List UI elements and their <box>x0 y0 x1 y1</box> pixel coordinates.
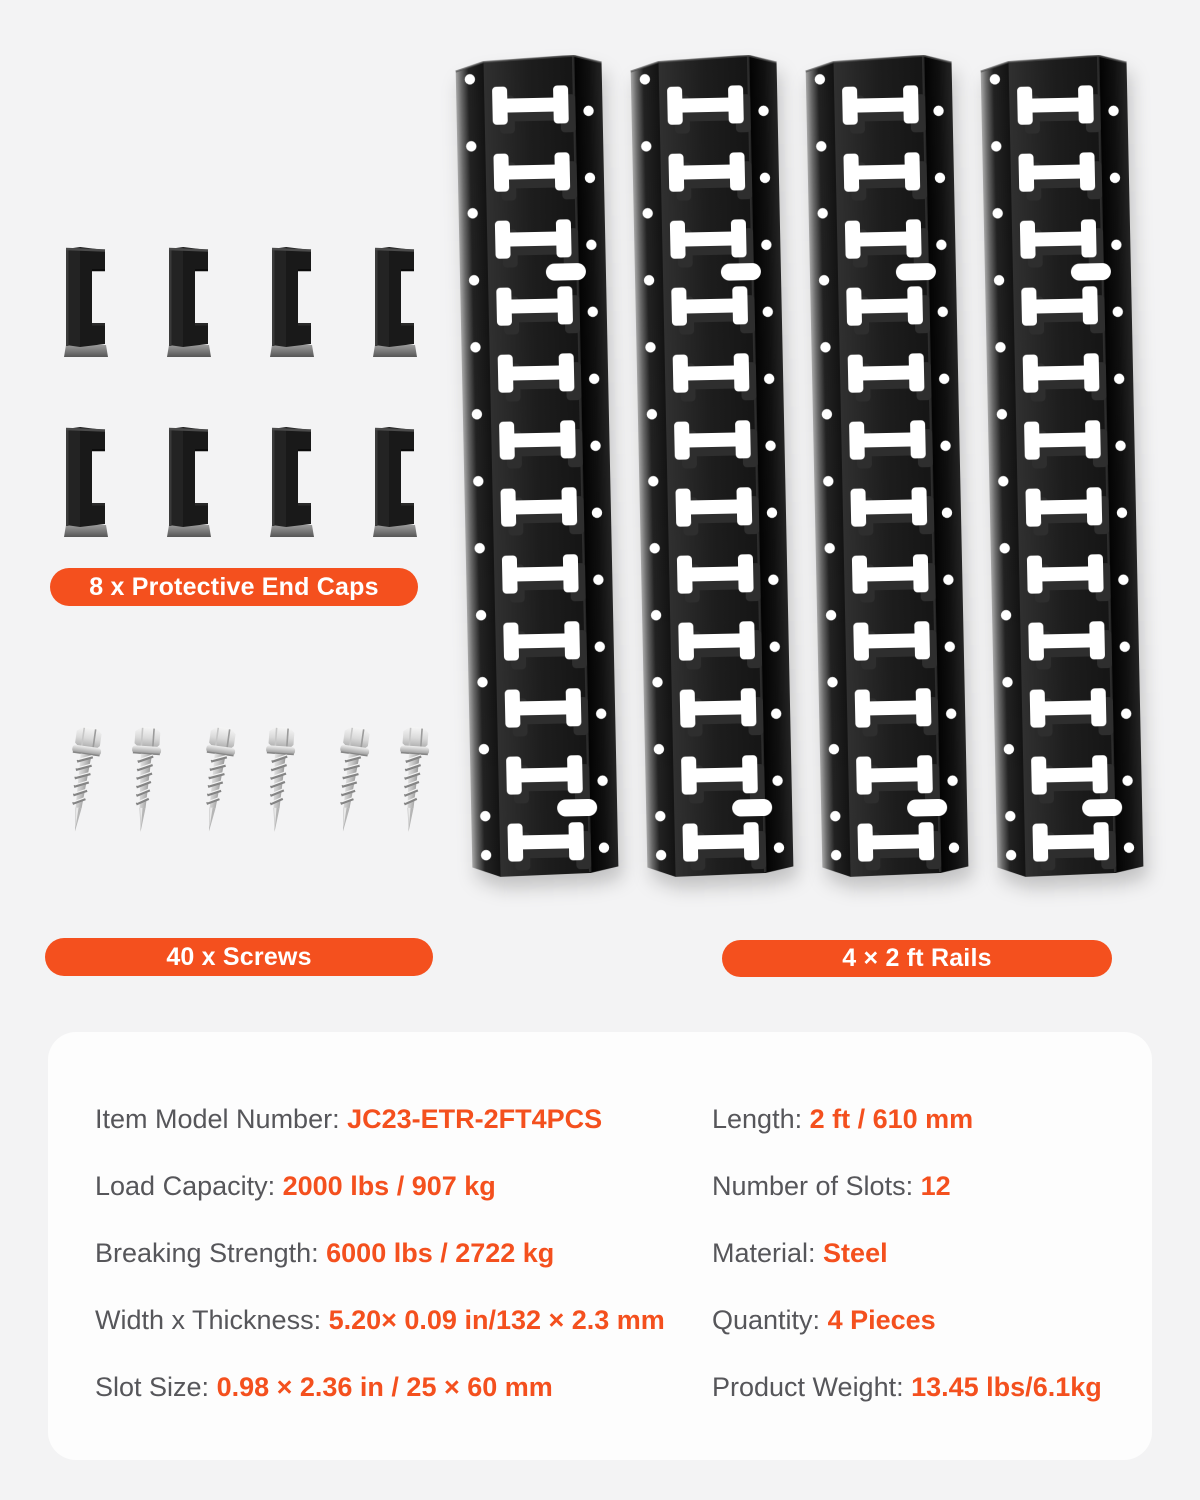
rail-graphic <box>803 55 970 880</box>
screw-graphic <box>122 723 166 837</box>
end-cap-graphic <box>63 245 109 357</box>
screw-graphic <box>390 723 434 837</box>
spec-row <box>95 1307 665 1334</box>
spec-value: 0.98 × 2.36 in / 25 × 60 mm <box>216 1372 553 1402</box>
spec-label: Item Model Number: <box>95 1104 348 1134</box>
spec-label: Length: <box>712 1104 810 1134</box>
end-cap-graphic <box>166 425 212 537</box>
end-cap-graphic <box>63 425 109 537</box>
spec-row <box>712 1106 1102 1133</box>
end-cap-graphic <box>269 245 315 357</box>
spec-value: 2000 lbs / 907 kg <box>282 1171 496 1201</box>
spec-row <box>95 1173 665 1200</box>
spec-label: Number of Slots: <box>712 1171 921 1201</box>
rails-label: 4 × 2 ft Rails <box>722 940 1112 977</box>
screw-graphic <box>190 722 241 838</box>
spec-value: Steel <box>823 1238 888 1268</box>
spec-label: Material: <box>712 1238 824 1268</box>
spec-value: 5.20× 0.09 in/132 × 2.3 mm <box>328 1305 665 1335</box>
spec-value: 4 Pieces <box>827 1305 936 1335</box>
spec-value: 13.45 lbs/6.1kg <box>911 1372 1102 1402</box>
spec-label: Slot Size: <box>95 1372 217 1402</box>
spec-label: Load Capacity: <box>95 1171 283 1201</box>
spec-column-left <box>95 1106 665 1441</box>
spec-label: Quantity: <box>712 1305 828 1335</box>
end-cap-graphic <box>166 245 212 357</box>
end-caps-group <box>63 245 418 537</box>
spec-row <box>712 1173 1102 1200</box>
spec-label: Breaking Strength: <box>95 1238 327 1268</box>
screw-graphic <box>324 722 375 838</box>
spec-panel <box>48 1032 1152 1460</box>
end-cap-graphic <box>372 245 418 357</box>
spec-value: 12 <box>920 1171 951 1201</box>
spec-value: JC23-ETR-2FT4PCS <box>347 1104 603 1134</box>
rail-graphic <box>453 55 620 880</box>
end-caps-label: 8 x Protective End Caps <box>50 568 418 606</box>
rail-graphic <box>628 55 795 880</box>
screws-group <box>64 724 430 836</box>
spec-value: 2 ft / 610 mm <box>809 1104 974 1134</box>
spec-label: Product Weight: <box>712 1372 912 1402</box>
end-cap-graphic <box>269 425 315 537</box>
end-cap-graphic <box>372 425 418 537</box>
screw-graphic <box>56 722 107 838</box>
spec-value: 6000 lbs / 2722 kg <box>326 1238 555 1268</box>
spec-label: Width x Thickness: <box>95 1305 329 1335</box>
spec-row <box>712 1240 1102 1267</box>
spec-column-right <box>712 1106 1102 1441</box>
spec-row <box>712 1307 1102 1334</box>
spec-row <box>712 1374 1102 1401</box>
screw-graphic <box>256 723 300 837</box>
rail-graphic <box>978 55 1145 880</box>
spec-row <box>95 1240 665 1267</box>
spec-row <box>95 1374 665 1401</box>
screws-label: 40 x Screws <box>45 938 433 976</box>
rails-group <box>462 56 1137 878</box>
spec-row <box>95 1106 665 1133</box>
